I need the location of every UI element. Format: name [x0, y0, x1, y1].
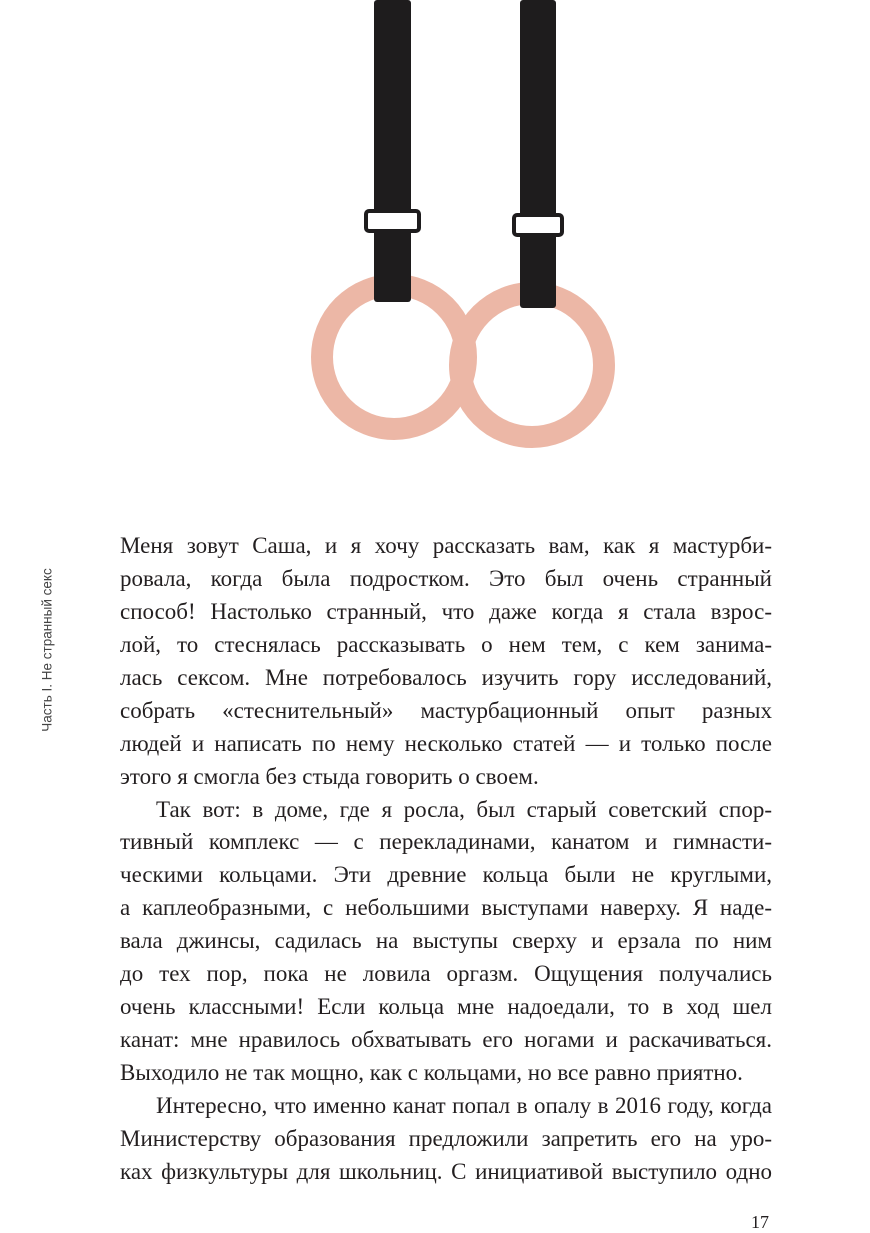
text-line: Меня зовут Саша, и я хочу рассказать вам, как я мастурби-: [120, 533, 772, 558]
gymnastic-rings-illustration: [0, 0, 870, 520]
running-head: Часть I. Не странный секс: [39, 568, 55, 732]
body-text: [120, 530, 772, 1189]
text-line: Интересно, что именно канат попал в опалу в 2016 году, когда: [156, 1092, 772, 1118]
text-line: Выходило не так мощно, как с кольцами, но все равно приятно.: [120, 1060, 743, 1085]
left-strap: [374, 0, 411, 302]
text-line: собрать «стеснительный» мастурбационный опыт разных: [120, 697, 772, 723]
text-line: лась сексом. Мне потребовалось изучить гору исследований,: [120, 664, 772, 690]
left-ring: [322, 285, 466, 429]
text-line: способ! Настолько странный, что даже когда я стала взрос-: [120, 598, 772, 624]
text-line: тивный комплекс — с перекладинами, канатом и гимнасти-: [120, 829, 772, 855]
text-line: Так вот: в доме, где я росла, был старый советский спор-: [156, 796, 772, 822]
text-line: канат: мне нравилось обхватывать его ногами и раскачиваться.: [120, 1027, 772, 1053]
text-line: этого я смогла без стыда говорить о своем.: [120, 763, 539, 789]
right-strap: [520, 0, 556, 308]
text-line: очень классными! Если кольца мне надоедали, то в ход шел: [120, 994, 772, 1020]
text-line: вала джинсы, садилась на выступы сверху и ерзала по ним: [120, 928, 772, 954]
paragraph: [120, 1090, 772, 1189]
page-number: 17: [751, 1212, 769, 1232]
right-buckle: [514, 215, 562, 235]
text-line: ческими кольцами. Эти древние кольца были не круглыми,: [120, 862, 772, 888]
paragraph: [120, 794, 772, 1090]
left-buckle: [366, 211, 419, 231]
text-line: Министерству образования предложили запретить его на уро-: [120, 1125, 772, 1151]
text-line: а каплеобразными, с небольшими выступами наверху. Я наде-: [120, 895, 772, 921]
text-line: людей и написать по нему несколько статей — и только после: [120, 730, 772, 756]
text-line: до тех пор, пока не ловила оргазм. Ощущения получались: [120, 961, 772, 987]
text-line: ках физкультуры для школьниц. С инициативой выступило одно: [120, 1158, 772, 1184]
text-line: лой, то стеснялась рассказывать о нем тем, с кем занима-: [120, 631, 772, 657]
text-line: ровала, когда была подростком. Это был очень странный: [120, 565, 772, 591]
right-ring: [460, 293, 604, 437]
paragraph: [120, 530, 772, 794]
